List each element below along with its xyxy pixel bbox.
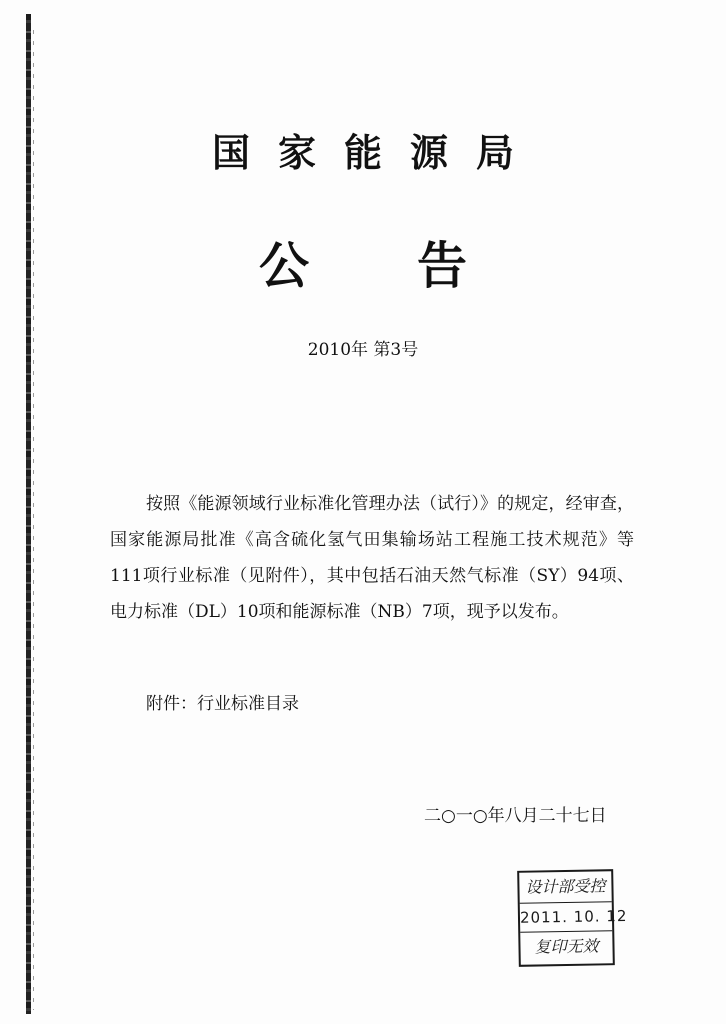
document-type-title: 公告 [259, 236, 575, 295]
control-stamp [517, 869, 628, 967]
document-number: 2010年 第3号 [307, 340, 419, 360]
attachment-line: 附件：行业标准目录 [146, 694, 299, 714]
stamp-note: 复印无效 [520, 930, 613, 963]
announcement-body: 按照《能源领域行业标准化管理办法（试行）》的规定，经审查，国家能源局批准《高含硫化氢气田集输场站工程施工技术规范》等111项行业标准（见附件），其中包括石油天然气标准（SY）94项、电力标准（DL）10项和能源标准（NB）7项，现予以发布。 [110, 494, 634, 622]
stamp-title: 设计部受控 [519, 871, 612, 904]
stamp-date: 2011. 10. 12 [519, 906, 628, 927]
issuing-agency-title: 国家能源局 [211, 130, 542, 175]
issue-date: 二○一○年八月二十七日 [424, 806, 607, 826]
